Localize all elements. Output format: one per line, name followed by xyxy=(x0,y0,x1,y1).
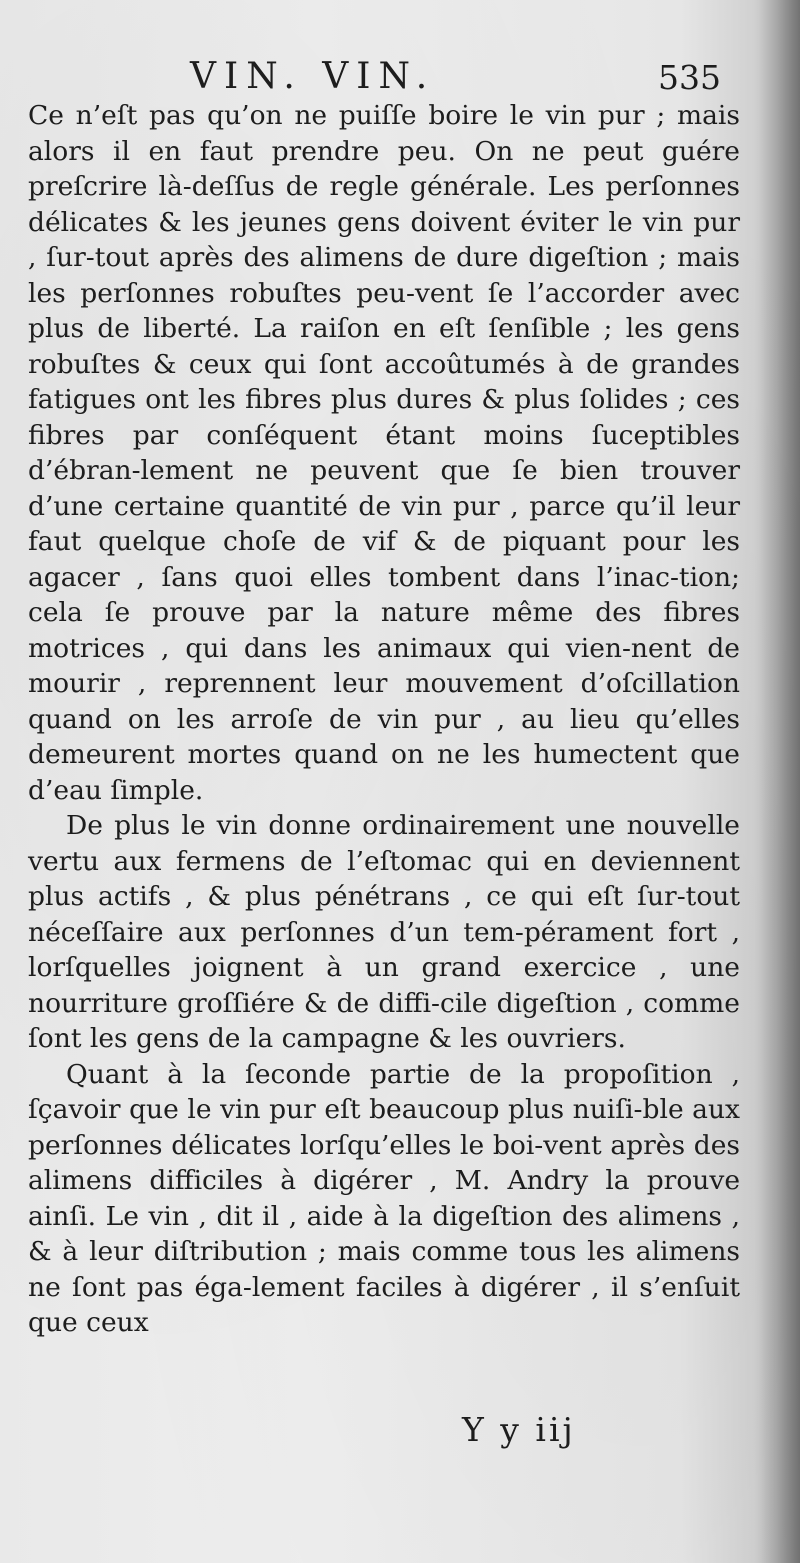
page-number: 535 xyxy=(658,58,721,97)
body-text xyxy=(28,98,740,1341)
signature-mark: Y y iij xyxy=(462,1410,576,1449)
paragraph-2: De plus le vin donne ordinairement une nouvelle vertu aux fermens de l’eſtomac qui en deviennent plus actifs , & plus pénétrans , ce qui eſt ſur-tout néceſſaire aux perſonnes d’un tem-pérament fort , lorſquelles joignent à un grand exercice , une nourriture groſſiére & de diffi-cile digeſtion , comme ſont les gens de la campagne & les ouvriers. xyxy=(28,810,740,1054)
paragraph-3: Quant à la ſeconde partie de la propoſition , ſçavoir que le vin pur eſt beaucoup plus nuiſi-ble aux perſonnes délicates lorſqu’elles le boi-vent après des alimens difficiles à digérer , M. Andry la prouve ainſi. Le vin , dit il , aide à la digeſtion des alimens , & à leur diſtribution ; mais comme tous les alimens ne ſont pas éga-lement faciles à digérer , il s’enſuit que ceux xyxy=(28,1058,740,1338)
binding-shadow xyxy=(754,0,800,1563)
running-head: VIN. VIN. xyxy=(190,56,436,97)
paragraph-1: Ce n’eſt pas qu’on ne puiſſe boire le vin pur ; mais alors il en faut prendre peu. On ne peut guére preſcrire là-deſſus de regle générale. Les perſonnes délicates & les jeunes gens doivent éviter le vin pur , ſur-tout après des alimens de dure digeſtion ; mais les perſonnes robuſtes peu-vent ſe l’accorder avec plus de liberté. La raiſon en eſt ſenſible ; les gens robuſtes & ceux qui ſont accoûtumés à de grandes fatigues ont les fibres plus dures & plus ſolides ; ces fibres par conſéquent étant moins ſuceptibles d’ébran-lement ne peuvent que ſe bien trouver d’une certaine quantité de vin pur , parce qu’il leur faut quelque choſe de vif & de piquant pour les agacer , ſans quoi elles tombent dans l’inac-tion; cela ſe prouve par la nature même des fibres motrices , qui dans les animaux qui vien-nent de mourir , reprennent leur mouvement d’oſcillation quand on les arroſe de vin pur , au lieu qu’elles demeurent mortes quand on ne les humectent que d’eau ſimple. xyxy=(28,100,740,806)
